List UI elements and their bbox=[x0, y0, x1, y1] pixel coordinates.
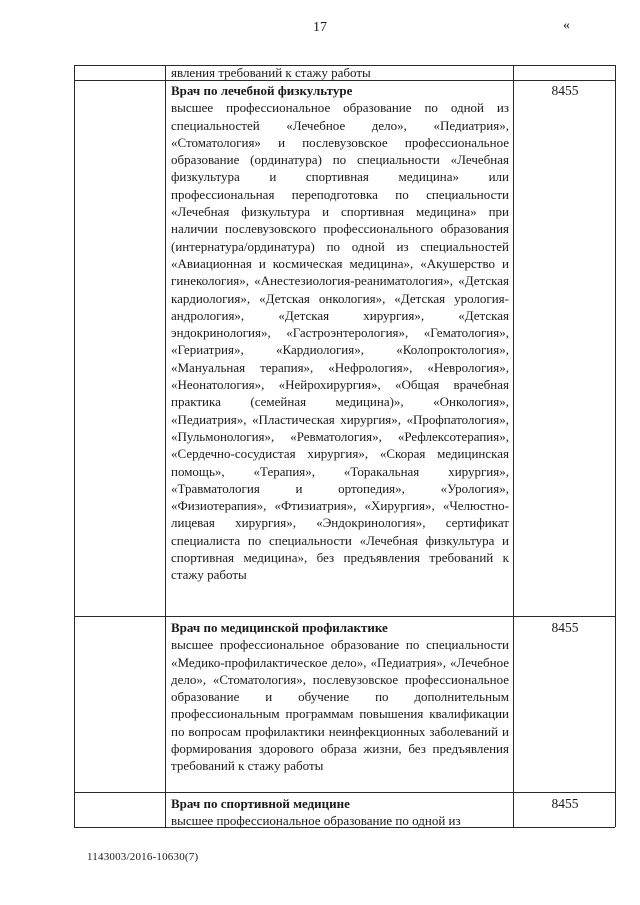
corner-mark: « bbox=[563, 18, 570, 33]
row-divider bbox=[74, 792, 615, 793]
table-border-left bbox=[74, 65, 75, 827]
page-number: 17 bbox=[313, 20, 327, 35]
column-divider bbox=[165, 65, 166, 827]
table-border-right bbox=[615, 65, 616, 827]
table-row bbox=[171, 795, 509, 830]
table-row bbox=[171, 64, 509, 81]
row-text: высшее профессиональное образование по одной из специальностей «Лечебное дело», «Педиатрия», «Стоматология» и послевузовское профессиональное образование (ординатура) по специальности «Лечебная физкультура и спортивная медицина» или профессиональная переподготовка по специальности «Лечебная физкультура и спортивная медицина» при наличии послевузовского профессионального образования (интернатура/ординатура) по одной из специальностей «Авиационная и космическая медицина», «Акушерство и гинекология», «Анестезиология-реаниматология», «Детская кардиология», «Детская онкология», «Детская урология-андрология», «Детская хирургия», «Детская эндокринология», «Гастроэнтерология», «Гематология», «Гериатрия», «Кардиология», «Колопроктология», «Мануальная терапия», «Нефрология», «Неврология», «Неонатология», «Нейрохирургия», «Общая врачебная практика (семейная медицина)», «Онкология», «Педиатрия», «Пластическая хирургия», «Профпатология», «Пульмонология», «Ревматология», «Рефлексотерапия», «Сердечно-сосудистая хирургия», «Скорая медицинская помощь», «Терапия», «Торакальная хирургия», «Травматология и ортопедия», «Урология», «Физиотерапия», «Фтизиатрия», «Хирургия», «Челюстно-лицевая хирургия», «Эндокринология», сертификат специалиста по специальности «Лечебная физкультура и спортивная медицина», без предъявления требований к стажу работы bbox=[171, 100, 509, 583]
document-code: 1143003/2016-10630(7) bbox=[87, 851, 199, 863]
row-text: высшее профессиональное образование по одной из bbox=[171, 813, 461, 829]
position-title: Врач по медицинской профилактике bbox=[171, 620, 388, 635]
occupation-code: 8455 bbox=[551, 620, 579, 635]
table-row bbox=[171, 619, 509, 775]
column-divider bbox=[513, 65, 514, 827]
row-text: высшее профессиональное образование по специальности «Медико-профилактическое дело», «Педиатрия», «Лечебное дело», «Стоматология», послевузовское профессиональное образование и обучение по дополнительным профессиональным программам повышения квалификации по вопросам профилактики неинфекционных заболеваний и формирования здорового образа жизни, без предъявления требований к стажу работы bbox=[171, 637, 509, 774]
occupation-code: 8455 bbox=[551, 796, 579, 811]
row-text: явления требований к стажу работы bbox=[171, 65, 371, 80]
position-title: Врач по лечебной физкультуре bbox=[171, 83, 353, 98]
row-divider bbox=[74, 616, 615, 617]
table-row bbox=[171, 82, 509, 584]
occupation-code: 8455 bbox=[551, 83, 579, 98]
position-title: Врач по спортивной медицине bbox=[171, 796, 350, 811]
